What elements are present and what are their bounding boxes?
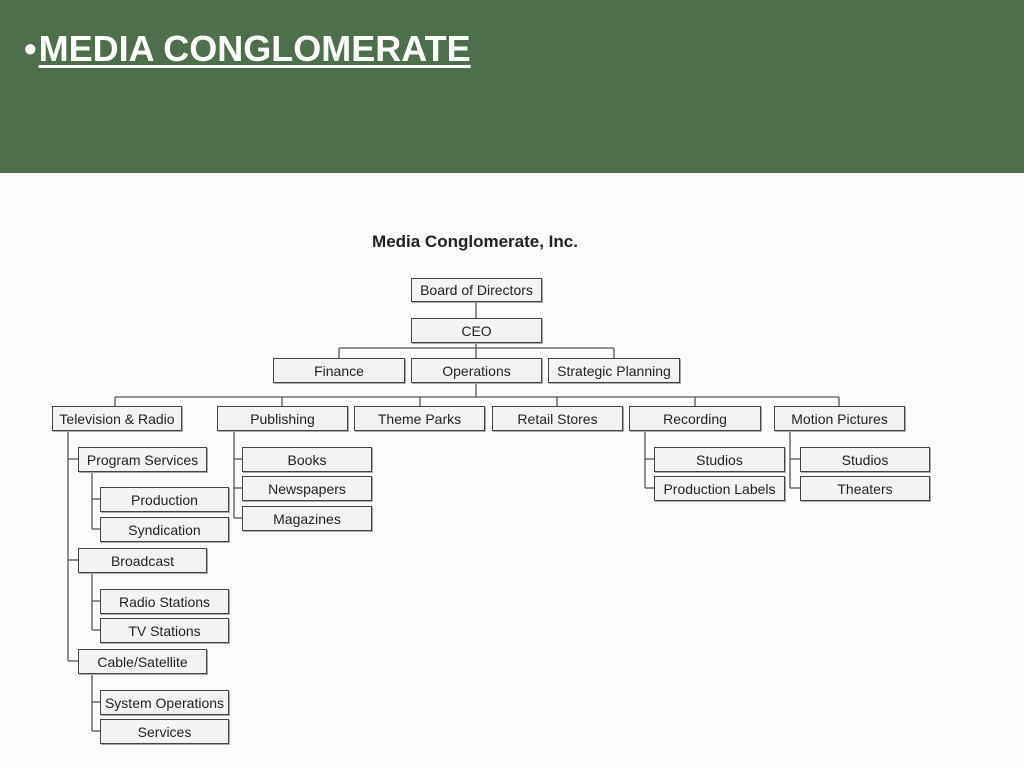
division-recording: Recording xyxy=(629,406,761,431)
ceo-box: CEO xyxy=(411,318,542,343)
operations-box: Operations xyxy=(411,358,542,383)
system-operations-box: System Operations xyxy=(100,690,229,715)
radio-stations-box: Radio Stations xyxy=(100,589,229,614)
bullet-glyph: • xyxy=(24,28,37,69)
services-box: Services xyxy=(100,719,229,744)
recording-studios-box: Studios xyxy=(654,447,785,472)
slide-title-text: MEDIA CONGLOMERATE xyxy=(38,28,471,69)
division-television-radio: Television & Radio xyxy=(52,406,182,431)
books-box: Books xyxy=(242,447,372,472)
production-labels-box: Production Labels xyxy=(654,476,785,501)
division-publishing: Publishing xyxy=(217,406,348,431)
division-motion-pictures: Motion Pictures xyxy=(774,406,905,431)
finance-box: Finance xyxy=(273,358,405,383)
board-of-directors-box: Board of Directors xyxy=(411,278,542,302)
program-services-box: Program Services xyxy=(78,447,207,472)
chart-title: Media Conglomerate, Inc. xyxy=(372,232,578,251)
tv-stations-box: TV Stations xyxy=(100,618,229,643)
newspapers-box: Newspapers xyxy=(242,476,372,501)
theaters-box: Theaters xyxy=(800,476,930,501)
division-theme-parks: Theme Parks xyxy=(354,406,485,431)
strategic-planning-box: Strategic Planning xyxy=(548,358,680,383)
division-retail-stores: Retail Stores xyxy=(492,406,623,431)
syndication-box: Syndication xyxy=(100,517,229,542)
production-box: Production xyxy=(100,487,229,512)
motion-studios-box: Studios xyxy=(800,447,930,472)
cable-satellite-box: Cable/Satellite xyxy=(78,649,207,674)
magazines-box: Magazines xyxy=(242,506,372,531)
broadcast-box: Broadcast xyxy=(78,548,207,573)
